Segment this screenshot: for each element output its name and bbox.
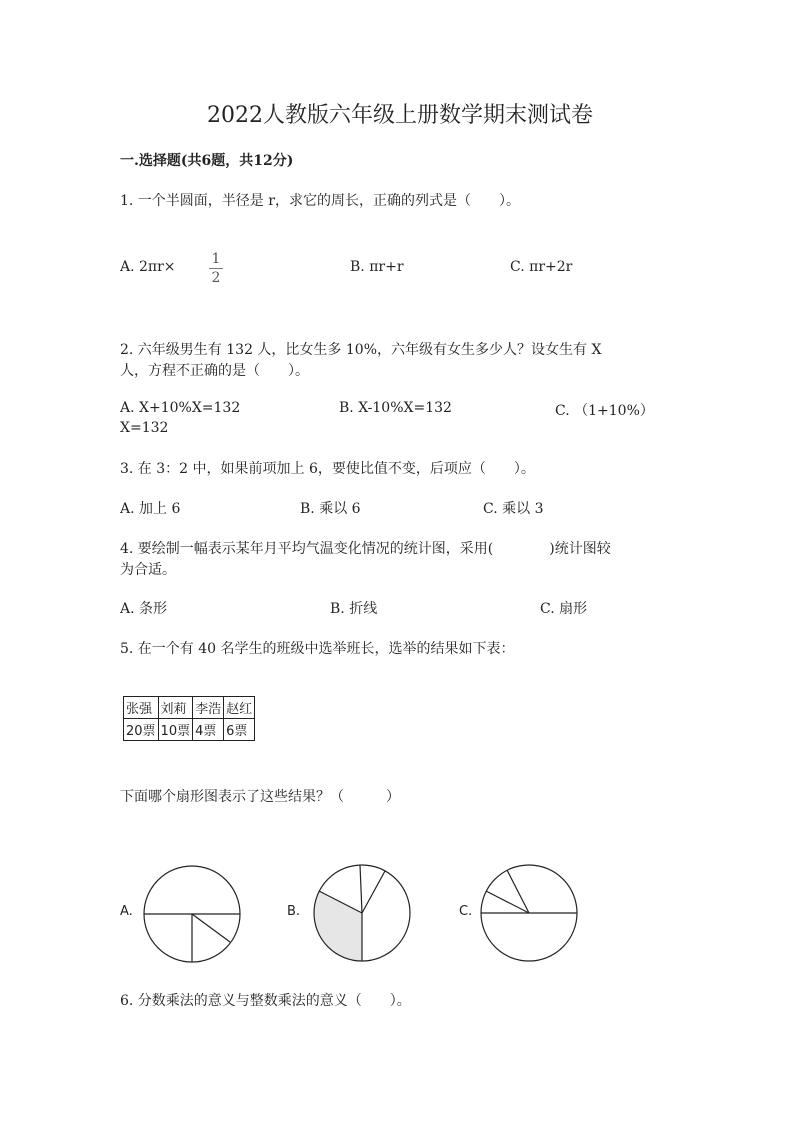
- question-1-option-a: A. 2πr×: [120, 259, 176, 275]
- table-cell: 刘莉: [158, 697, 193, 719]
- question-3-option-c: C. 乘以 3: [483, 501, 544, 517]
- table-cell: 张强: [124, 697, 159, 719]
- question-1-option-c: C. πr+2r: [510, 259, 573, 275]
- fraction-one-half: [209, 252, 223, 285]
- question-2-stem-line2: 人，方程不正确的是（ ）。: [120, 363, 309, 379]
- table-cell: 李浩: [193, 697, 224, 719]
- question-2-option-b: B. X-10%X=132: [339, 400, 452, 416]
- table-row: [124, 719, 255, 741]
- question-1-option-b: B. πr+r: [350, 259, 404, 275]
- table-cell: 4票: [193, 719, 224, 741]
- pie-chart-b: [310, 861, 414, 965]
- question-5-prompt: 下面哪个扇形图表示了这些结果？（ ）: [120, 789, 400, 805]
- question-2-option-a: A. X+10%X=132: [120, 400, 241, 416]
- question-2-option-c-continued: X=132: [120, 420, 169, 436]
- vote-results-table: [123, 696, 255, 741]
- pie-chart-a: [140, 862, 244, 966]
- question-2-stem-line1: 2. 六年级男生有 132 人，比女生多 10%，六年级有女生多少人？设女生有 X: [120, 342, 602, 358]
- fraction-bar: [209, 268, 223, 269]
- question-4-option-c: C. 扇形: [540, 601, 588, 617]
- question-3-stem: 3. 在 3：2 中，如果前项加上 6，要使比值不变，后项应（ ）。: [120, 461, 535, 477]
- question-1-stem: 1. 一个半圆面，半径是 r，求它的周长，正确的列式是（ ）。: [120, 193, 520, 209]
- question-4-option-a: A. 条形: [120, 601, 168, 617]
- question-5-stem: 5. 在一个有 40 名学生的班级中选举班长，选举的结果如下表：: [120, 641, 515, 657]
- fraction-numerator: 1: [211, 251, 221, 267]
- pie-chart-c: [477, 861, 581, 965]
- page-title: 2022人教版六年级上册数学期末测试卷: [207, 103, 593, 128]
- pie-c-label: C.: [459, 904, 473, 919]
- question-4-option-b: B. 折线: [330, 601, 378, 617]
- table-cell: 6票: [224, 719, 255, 741]
- pie-b-label: B.: [287, 904, 301, 919]
- question-3-option-a: A. 加上 6: [120, 501, 181, 517]
- pie-a-label: A.: [120, 904, 133, 919]
- section-heading: 一.选择题(共6题，共12分): [120, 153, 294, 169]
- table-row: [124, 697, 255, 719]
- table-cell: 10票: [158, 719, 193, 741]
- question-4-stem-line1: 4. 要绘制一幅表示某年月平均气温变化情况的统计图，采用( )统计图较: [120, 541, 611, 557]
- table-cell: 赵红: [224, 697, 255, 719]
- question-2-option-c: C. （1+10%）: [555, 403, 654, 419]
- table-cell: 20票: [124, 719, 159, 741]
- question-3-option-b: B. 乘以 6: [300, 501, 361, 517]
- fraction-denominator: 2: [211, 270, 221, 286]
- question-4-stem-line2: 为合适。: [120, 562, 176, 578]
- question-6-stem: 6. 分数乘法的意义与整数乘法的意义（ ）。: [120, 993, 411, 1009]
